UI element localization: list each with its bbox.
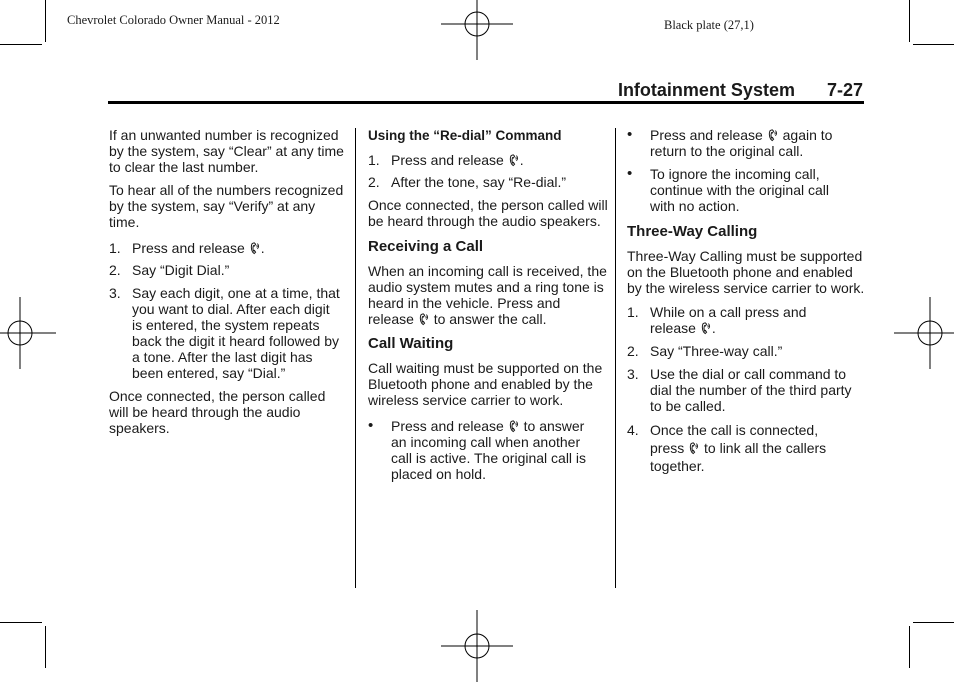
crop-mark-tl-v <box>45 0 46 42</box>
list-item <box>627 304 840 336</box>
bullet: • <box>368 417 374 434</box>
bullet-text: To ignore the incoming call, continue with the original call with no action. <box>650 166 829 214</box>
list-item <box>368 174 608 190</box>
step-text-end: to link all the callers together. <box>650 440 827 474</box>
three-way-calling-heading: Three-Way Calling <box>627 223 758 240</box>
bullet-text-end: to answer an incoming call when another call is active. The original call is placed on hold. <box>391 418 587 482</box>
paragraph-connected: Once connected, the person called will be heard through the audio speakers. <box>368 197 608 229</box>
redial-heading: Using the “Re-dial” Command <box>368 128 562 143</box>
step-number: 1. <box>627 304 639 320</box>
step-text: Say “Three-way call.” <box>650 343 783 359</box>
bullet-text: Press and release <box>391 418 508 434</box>
step-number: 3. <box>109 285 121 301</box>
list-item <box>109 285 342 381</box>
crop-mark-bl-h <box>0 622 42 623</box>
step-number: 3. <box>627 366 639 382</box>
list-item <box>109 240 347 256</box>
paragraph-connected: Once connected, the person called will be heard through the audio speakers. <box>109 388 326 436</box>
step-text-end: . <box>260 240 265 256</box>
column-divider-1 <box>355 128 356 588</box>
phone-icon <box>509 153 519 167</box>
step-text: Use the dial or call command to dial the number of the third party to be called. <box>650 366 852 414</box>
registration-mark-left <box>0 297 56 369</box>
list-item <box>627 343 867 359</box>
bullet: • <box>627 165 633 182</box>
step-number: 2. <box>109 262 121 278</box>
paragraph-verify: To hear all of the numbers recognized by the system, say “Verify” at any time. <box>109 182 344 230</box>
step-text: While on a call press and release <box>650 304 807 336</box>
step-text: Say “Digit Dial.” <box>132 262 230 278</box>
step-text: After the tone, say “Re-dial.” <box>391 174 567 190</box>
receiving-call-heading: Receiving a Call <box>368 238 484 255</box>
section-title: Infotainment System <box>617 80 795 100</box>
list-item <box>627 127 850 159</box>
paragraph-call-waiting: Call waiting must be supported on the Bluetooth phone and enabled by the wireless service carrier to work. <box>368 360 603 408</box>
step-number: 2. <box>627 343 639 359</box>
call-waiting-heading: Call Waiting <box>368 335 454 352</box>
registration-mark-bottom <box>441 610 513 682</box>
crop-mark-br-h <box>913 622 954 623</box>
bullet-text-end: again to return to the original call. <box>650 127 833 159</box>
step-number: 1. <box>368 152 380 168</box>
paragraph-three-way: Three-Way Calling must be supported on the Bluetooth phone and enabled by the wireless service carrier to work. <box>627 248 865 296</box>
step-text-end: . <box>519 152 524 168</box>
registration-mark-right <box>894 297 954 369</box>
crop-mark-tr-v <box>909 0 910 42</box>
bullet: • <box>627 126 633 143</box>
crop-mark-bl-v <box>45 626 46 668</box>
phone-icon <box>509 419 519 433</box>
column-3 <box>627 127 867 482</box>
step-number: 1. <box>109 240 121 256</box>
header-rule <box>108 101 864 104</box>
crop-mark-br-v <box>909 626 910 668</box>
step-text: Press and release <box>391 152 508 168</box>
phone-icon <box>701 321 711 335</box>
step-text: Once the call is connected, press <box>650 422 819 456</box>
manual-title: Chevrolet Colorado Owner Manual - 2012 <box>67 13 280 27</box>
paragraph-clear: If an unwanted number is recognized by the system, say “Clear” at any time to clear the last number. <box>109 127 344 175</box>
receiving-text: When an incoming call is received, the audio system mutes and a ring tone is heard in the vehicle. Press and release <box>368 263 607 327</box>
list-item <box>627 421 855 475</box>
crop-mark-tr-h <box>913 44 954 45</box>
step-number: 4. <box>627 422 639 438</box>
step-number: 2. <box>368 174 380 190</box>
list-item <box>109 262 347 278</box>
list-item <box>627 366 866 414</box>
column-1 <box>109 127 347 443</box>
column-divider-2 <box>615 128 616 588</box>
phone-icon <box>250 241 260 255</box>
list-item <box>627 166 850 214</box>
bullet-text: Press and release <box>650 127 767 143</box>
step-text: Say each digit, one at a time, that you want to dial. After each digit is entered, the system repeats back the digit it heard followed by a tone. After the last digit has been entered, say “Dial.” <box>132 285 340 381</box>
list-item <box>368 152 608 168</box>
registration-mark-top <box>441 0 513 60</box>
paragraph-receiving <box>368 263 608 327</box>
list-item <box>368 418 603 482</box>
phone-icon <box>419 312 429 326</box>
column-2 <box>368 128 608 489</box>
page-header <box>618 80 863 101</box>
plate-label: Black plate (27,1) <box>664 18 754 32</box>
step-text-end: . <box>711 320 716 336</box>
crop-mark-tl-h <box>0 44 42 45</box>
step-text: Press and release <box>132 240 249 256</box>
phone-icon <box>768 128 778 142</box>
page-number: 7-27 <box>826 80 863 100</box>
receiving-text-end: to answer the call. <box>429 311 547 327</box>
phone-icon <box>689 441 699 455</box>
